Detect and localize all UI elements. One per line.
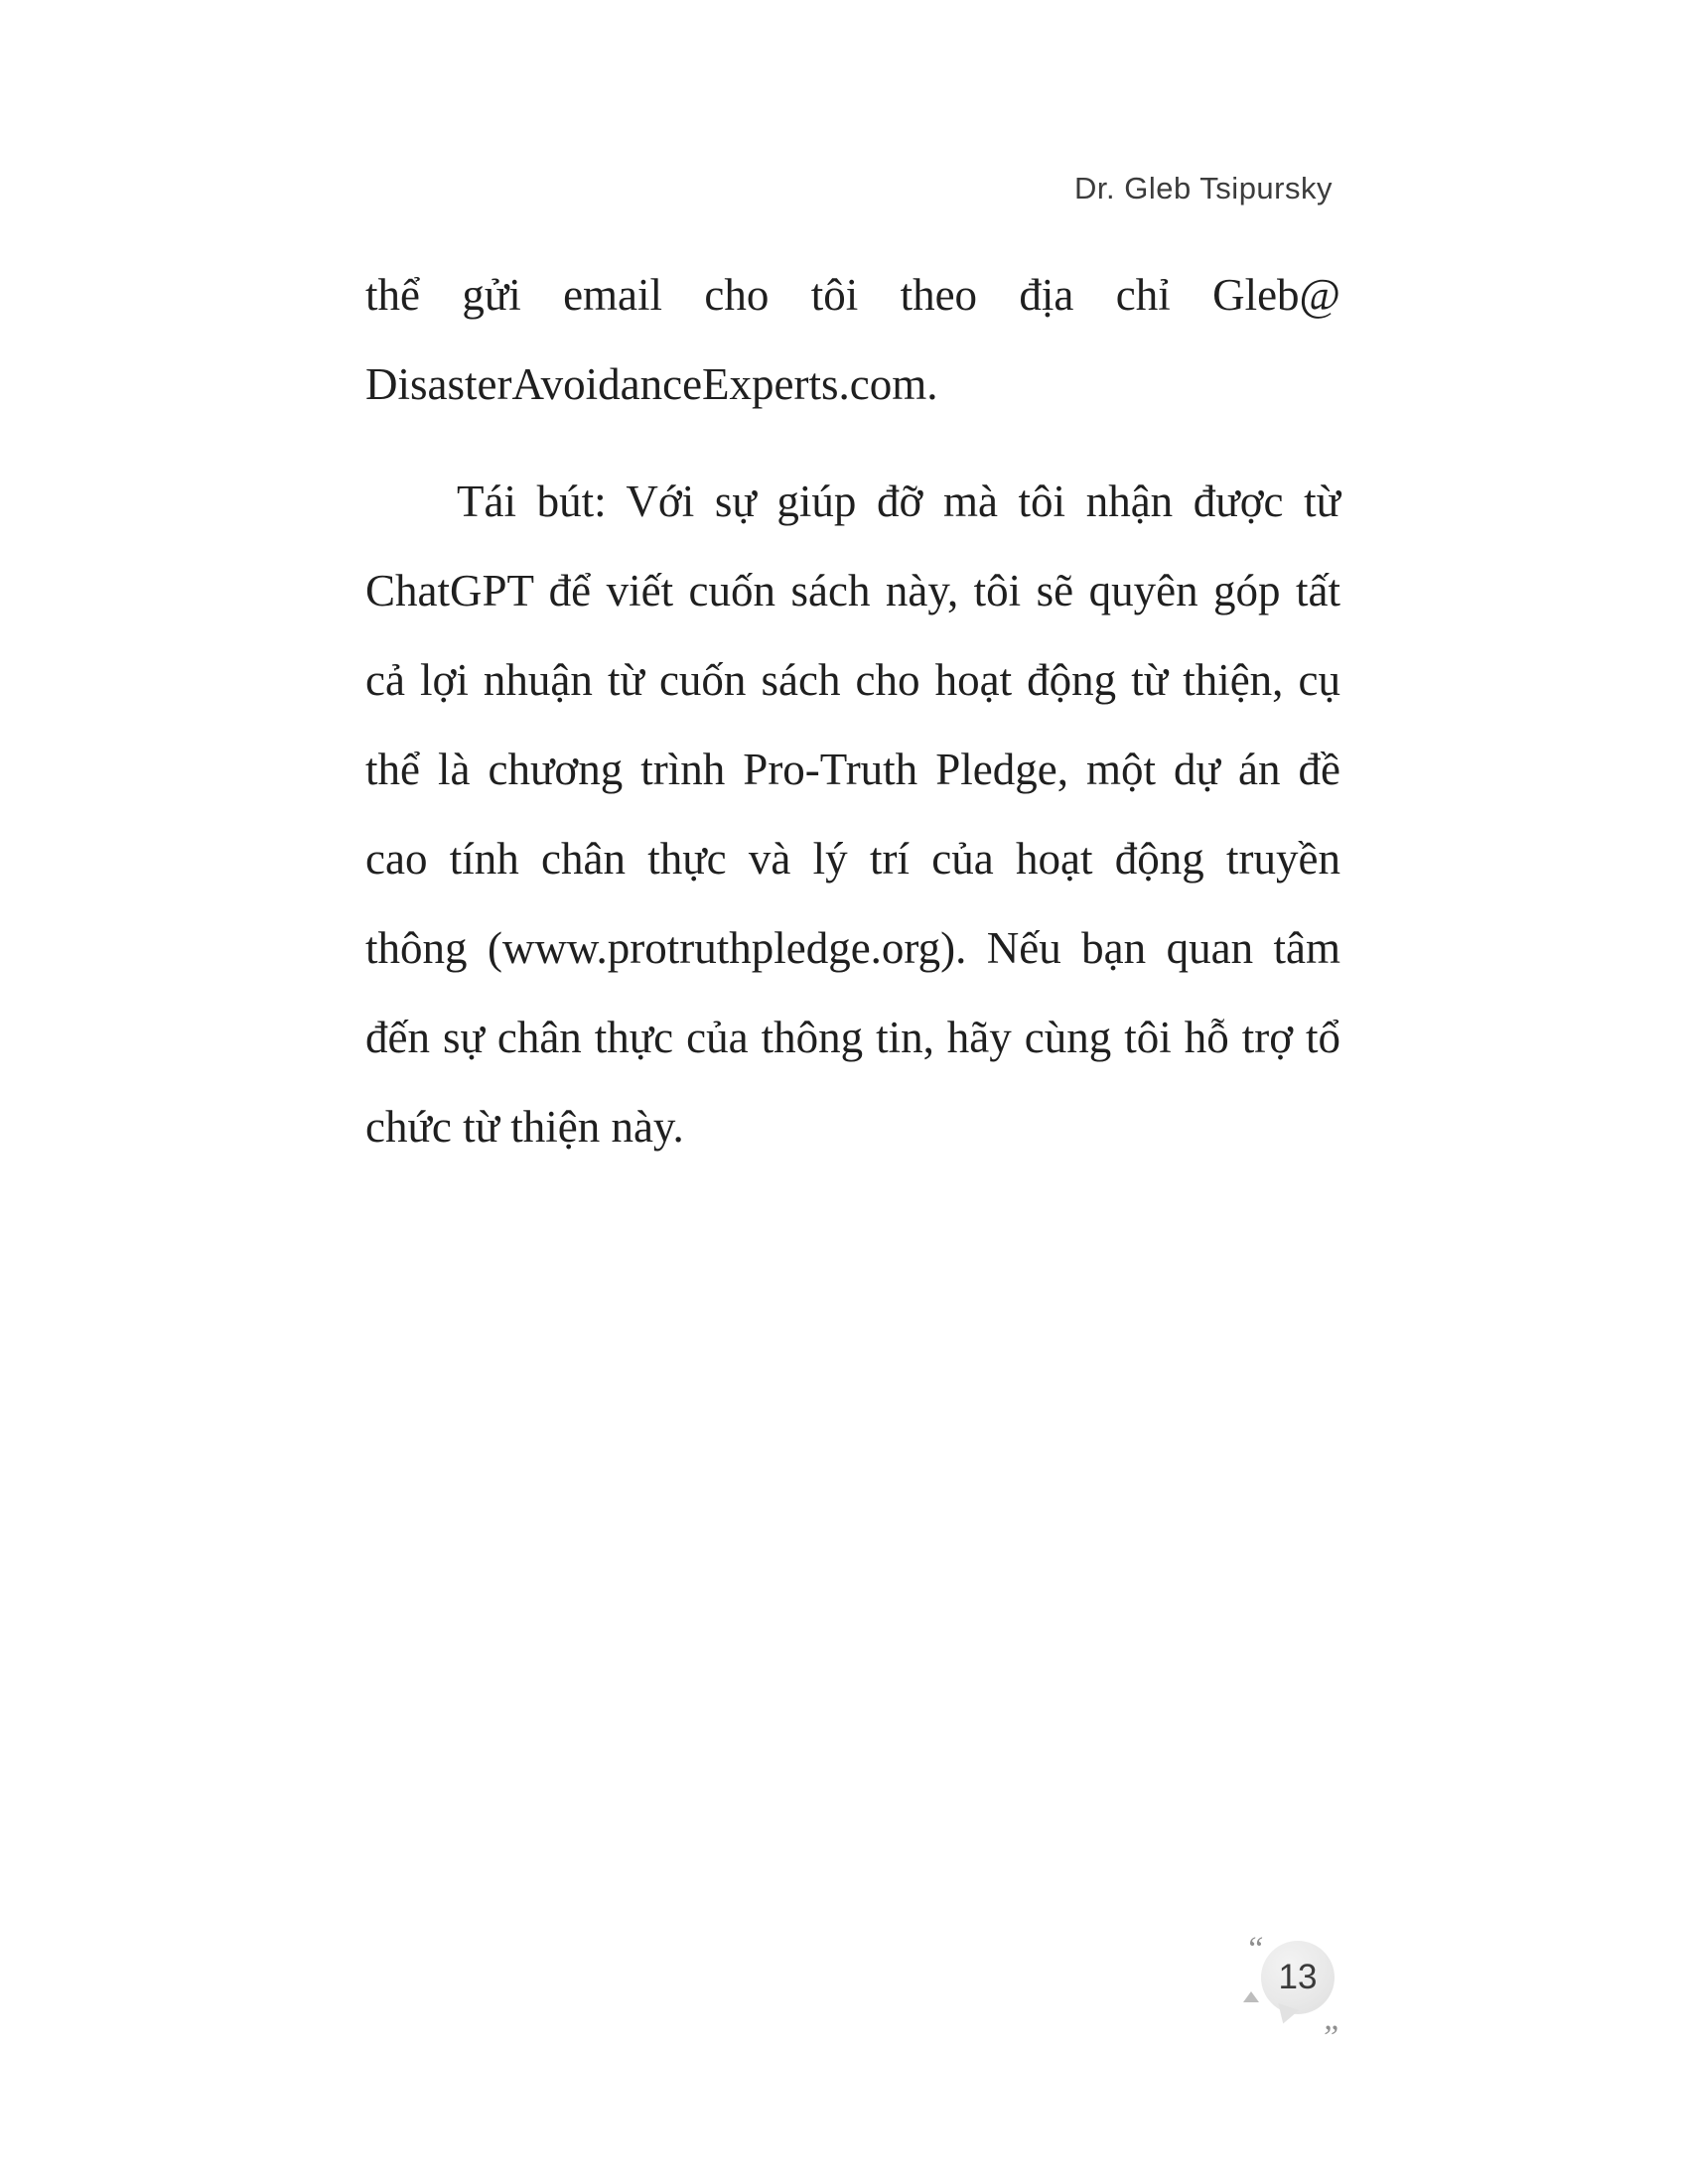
quote-mark-top-icon: “ [1245, 1931, 1264, 1968]
triangle-icon [1243, 1991, 1259, 2002]
paragraph-email: thể gửi email cho tôi theo địa chỉ Gleb@ DisasterAvoidanceExperts.com. [365, 270, 1340, 409]
paragraph-postscript: Tái bút: Với sự giúp đỡ mà tôi nhận được từ ChatGPT để viết cuốn sách này, tôi sẽ quyên góp tất cả lợi nhuận từ cuốn sách cho hoạt động từ thiện, cụ thể là chương trình Pro-Truth Pledge, một dự án đề cao tính chân thực và lý trí của hoạt động truyền thông (www.protruthpledge.org). Nếu bạn quan tâm đến sự chân thực của thông tin, hãy cùng tôi hỗ trợ tổ chức từ thiện này. [365, 477, 1340, 1152]
body-text-block [365, 250, 1340, 1171]
quote-mark-bottom-icon: „ [1324, 2000, 1342, 2037]
running-header-author: Dr. Gleb Tsipursky [1074, 171, 1333, 205]
page-number: 13 [1278, 1958, 1318, 1996]
page-number-badge [1245, 1931, 1342, 2037]
